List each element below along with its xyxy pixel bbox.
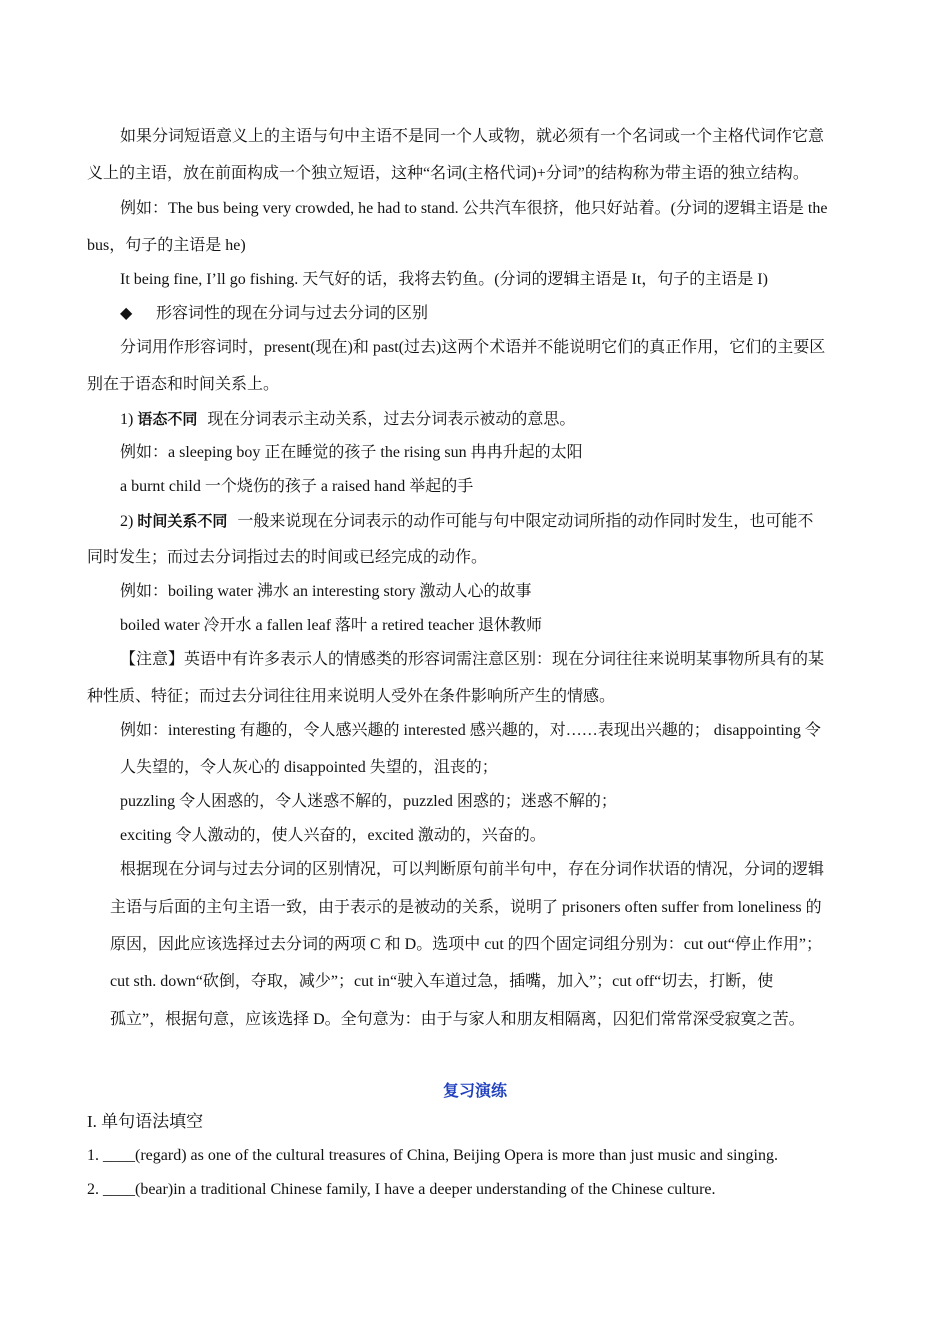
analysis-line2: 主语与后面的主句主语一致，由于表示的是被动的关系，说明了 prisoners often suffer from loneliness 的: [110, 899, 822, 916]
para1-line2: 义上的主语，放在前面构成一个独立短语，这种“名词(主格代词)+分词”的结构称为带主语的独立结构。: [87, 165, 809, 182]
exercise-header: I. 单句语法填空: [87, 1112, 204, 1131]
note-example-line1: 例如：interesting 有趣的，令人感兴趣的 interested 感兴趣的，对……表现出兴趣的； disappointing 令: [120, 722, 821, 739]
note-example-line3: puzzling 令人困惑的，令人迷惑不解的，puzzled 困惑的；迷惑不解的；: [120, 793, 617, 810]
diamond-bullet-icon: ◆: [120, 305, 133, 322]
point1-title: 语态不同: [137, 410, 198, 428]
bullet-line: [120, 304, 428, 324]
point2-number: 2): [120, 513, 134, 530]
analysis-line4: cut sth. down“砍倒，夺取，减少”；cut in“驶入车道过急，插嘴，加入”；cut off“切去，打断，使: [110, 973, 774, 990]
section-title: 复习演练: [442, 1081, 507, 1100]
para1-line1: 如果分词短语意义上的主语与句中主语不是同一个人或物，就必须有一个名词或一个主格代词作它意: [120, 128, 825, 145]
note-line2: 种性质、特征；而过去分词往往用来说明人受外在条件影响所产生的情感。: [87, 688, 616, 705]
point1-number: 1): [120, 411, 134, 428]
point1-text: 现在分词表示主动关系，过去分词表示被动的意思。: [207, 411, 576, 428]
point2-title: 时间关系不同: [137, 512, 228, 530]
note-line1: 【注意】英语中有许多表示人的情感类的形容词需注意区别：现在分词往往来说明某事物所具有的某: [120, 651, 825, 668]
example1-line1: 例如：The bus being very crowded, he had to stand. 公共汽车很挤，他只好站着。(分词的逻辑主语是 the: [120, 200, 828, 217]
point1-example1: 例如：a sleeping boy 正在睡觉的孩子 the rising sun 冉冉升起的太阳: [120, 444, 583, 461]
para2-line2: 别在于语态和时间关系上。: [87, 376, 280, 393]
point2-example2: boiled water 冷开水 a fallen leaf 落叶 a retired teacher 退休教师: [120, 617, 543, 634]
exercise-item-2: 2. ____(bear)in a traditional Chinese family, I have a deeper understanding of the Chinese culture.: [87, 1181, 716, 1198]
point1-example2: a burnt child 一个烧伤的孩子 a raised hand 举起的手: [120, 478, 474, 495]
para2-line1: 分词用作形容词时，present(现在)和 past(过去)这两个术语并不能说明它们的真正作用，它们的主要区: [120, 339, 826, 356]
point1-line: [120, 409, 575, 430]
point2-line1: [120, 511, 813, 532]
exercise-item-1: 1. ____(regard) as one of the cultural treasures of China, Beijing Opera is more than just music and singing.: [87, 1147, 778, 1164]
point2-example1: 例如：boiling water 沸水 an interesting story 激动人心的故事: [120, 583, 532, 600]
point2-text: 一般来说现在分词表示的动作可能与句中限定动词所指的动作同时发生，也可能不: [237, 513, 814, 530]
note-example-line4: exciting 令人激动的，使人兴奋的，excited 激动的，兴奋的。: [120, 827, 546, 844]
analysis-line3: 原因，因此应该选择过去分词的两项 C 和 D。选项中 cut 的四个固定词组分别为：cut out“停止作用”；: [110, 936, 822, 953]
example1-line2: bus，句子的主语是 he): [87, 237, 246, 254]
point2-line2: 同时发生；而过去分词指过去的时间或已经完成的动作。: [87, 549, 488, 566]
note-example-line2: 人失望的，令人灰心的 disappointed 失望的，沮丧的；: [120, 759, 498, 776]
example2-line: It being fine, I’ll go fishing. 天气好的话，我将去钓鱼。(分词的逻辑主语是 It，句子的主语是 I): [120, 271, 768, 288]
analysis-line1: 根据现在分词与过去分词的区别情况，可以判断原句前半句中，存在分词作状语的情况，分词的逻辑: [120, 861, 825, 878]
bullet-text: 形容词性的现在分词与过去分词的区别: [156, 305, 429, 322]
analysis-line5: 孤立”，根据句意，应该选择 D。全句意为：由于与家人和朋友相隔离，囚犯们常常深受寂寞之苦。: [110, 1011, 805, 1028]
